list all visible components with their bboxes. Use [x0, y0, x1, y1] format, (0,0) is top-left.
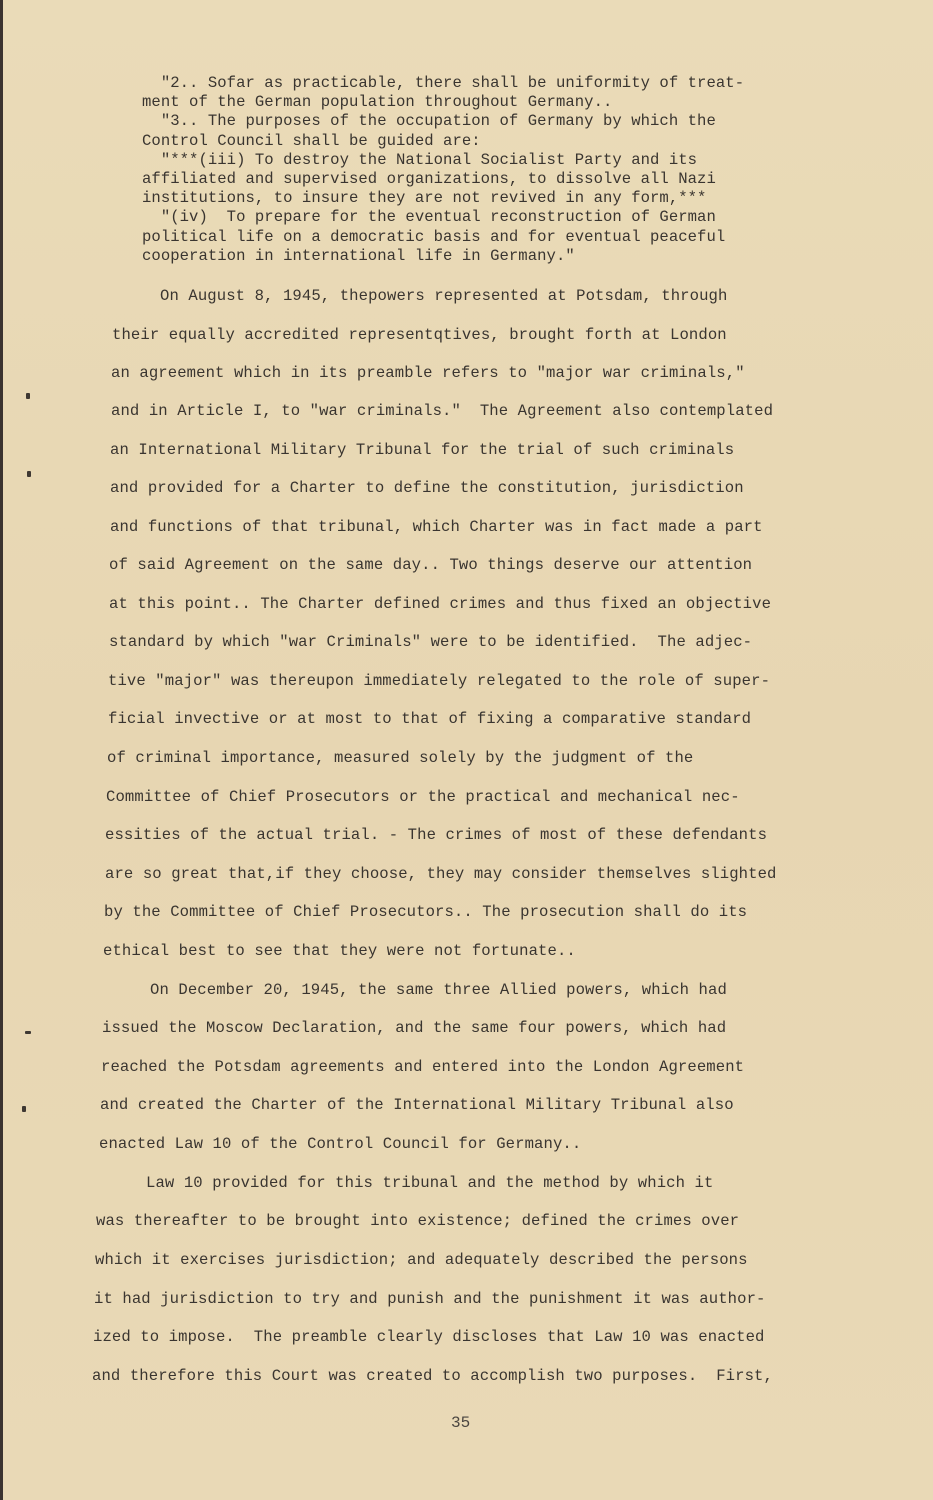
body-line: reached the Potsdam agreements and entered into the London Agreement [101, 1058, 745, 1076]
quote-line: "(iv) To prepare for the eventual reconstruction of German [142, 208, 716, 227]
page-number: 35 [451, 1414, 471, 1432]
body-line: essities of the actual trial. - The crimes of most of these defendants [105, 826, 768, 844]
quote-line: institutions, to insure they are not revived in any form,*** [142, 189, 707, 208]
body-line: and functions of that tribunal, which Charter was in fact made a part [110, 518, 763, 536]
body-line: Committee of Chief Prosecutors or the practical and mechanical nec- [106, 788, 740, 806]
body-line: On December 20, 1945, the same three Allied powers, which had [150, 981, 727, 999]
body-line: by the Committee of Chief Prosecutors.. The prosecution shall do its [104, 903, 748, 921]
margin-mark [25, 1031, 31, 1034]
body-line: and provided for a Charter to define the constitution, jurisdiction [110, 479, 744, 497]
body-line: tive "major" was thereupon immediately relegated to the role of super- [108, 672, 771, 690]
quote-line: affiliated and supervised organizations, to dissolve all Nazi [142, 169, 716, 188]
body-line: of criminal importance, measured solely by the judgment of the [107, 749, 694, 767]
body-line: their equally accredited representqtives, brought forth at London [112, 326, 727, 344]
body-line: an agreement which in its preamble refers to "major war criminals," [111, 364, 745, 382]
body-line: ethical best to see that they were not fortunate.. [103, 942, 576, 960]
body-line: and created the Charter of the International Military Tribunal also [100, 1096, 734, 1114]
margin-mark [22, 1106, 26, 1112]
body-line: Law 10 provided for this tribunal and the method by which it [146, 1174, 714, 1192]
body-line: ized to impose. The preamble clearly discloses that Law 10 was enacted [93, 1328, 765, 1346]
quote-line: cooperation in international life in Germany." [142, 246, 575, 265]
body-line: which it exercises jurisdiction; and adequately described the persons [95, 1251, 748, 1269]
quote-line: Control Council shall be guided are: [142, 131, 481, 150]
margin-mark [27, 471, 31, 477]
quote-line: "3.. The purposes of the occupation of Germany by which the [142, 112, 716, 131]
body-line: On August 8, 1945, thepowers represented at Potsdam, through [160, 287, 728, 305]
body-line: was thereafter to be brought into existence; defined the crimes over [96, 1212, 740, 1230]
body-line: ficial invective or at most to that of fixing a comparative standard [108, 710, 752, 728]
body-line: issued the Moscow Declaration, and the same four powers, which had [102, 1019, 727, 1037]
scan-edge [0, 0, 3, 1500]
body-line: and therefore this Court was created to accomplish two purposes. First, [92, 1367, 773, 1385]
body-line: standard by which "war Criminals" were to be identified. The adjec- [109, 633, 753, 651]
body-line: it had jurisdiction to try and punish and the punishment it was author- [94, 1290, 766, 1308]
body-line: at this point.. The Charter defined crimes and thus fixed an objective [109, 595, 772, 613]
body-line: and in Article I, to "war criminals." The Agreement also contemplated [111, 402, 774, 420]
body-line: an International Military Tribunal for the trial of such criminals [110, 441, 735, 459]
quote-line: "2.. Sofar as practicable, there shall be uniformity of treat- [142, 74, 745, 92]
quoted-protocol-excerpt [142, 74, 782, 266]
quote-line: "***(iii) To destroy the National Socialist Party and its [142, 150, 698, 169]
quote-line: ment of the German population throughout Germany.. [142, 93, 613, 112]
margin-mark [26, 393, 30, 399]
body-line: enacted Law 10 of the Control Council for Germany.. [99, 1135, 582, 1153]
body-line: are so great that,if they choose, they may consider themselves slighted [105, 865, 777, 883]
quote-line: political life on a democratic basis and for eventual peaceful [142, 227, 726, 246]
body-line: of said Agreement on the same day.. Two things deserve our attention [109, 556, 753, 574]
